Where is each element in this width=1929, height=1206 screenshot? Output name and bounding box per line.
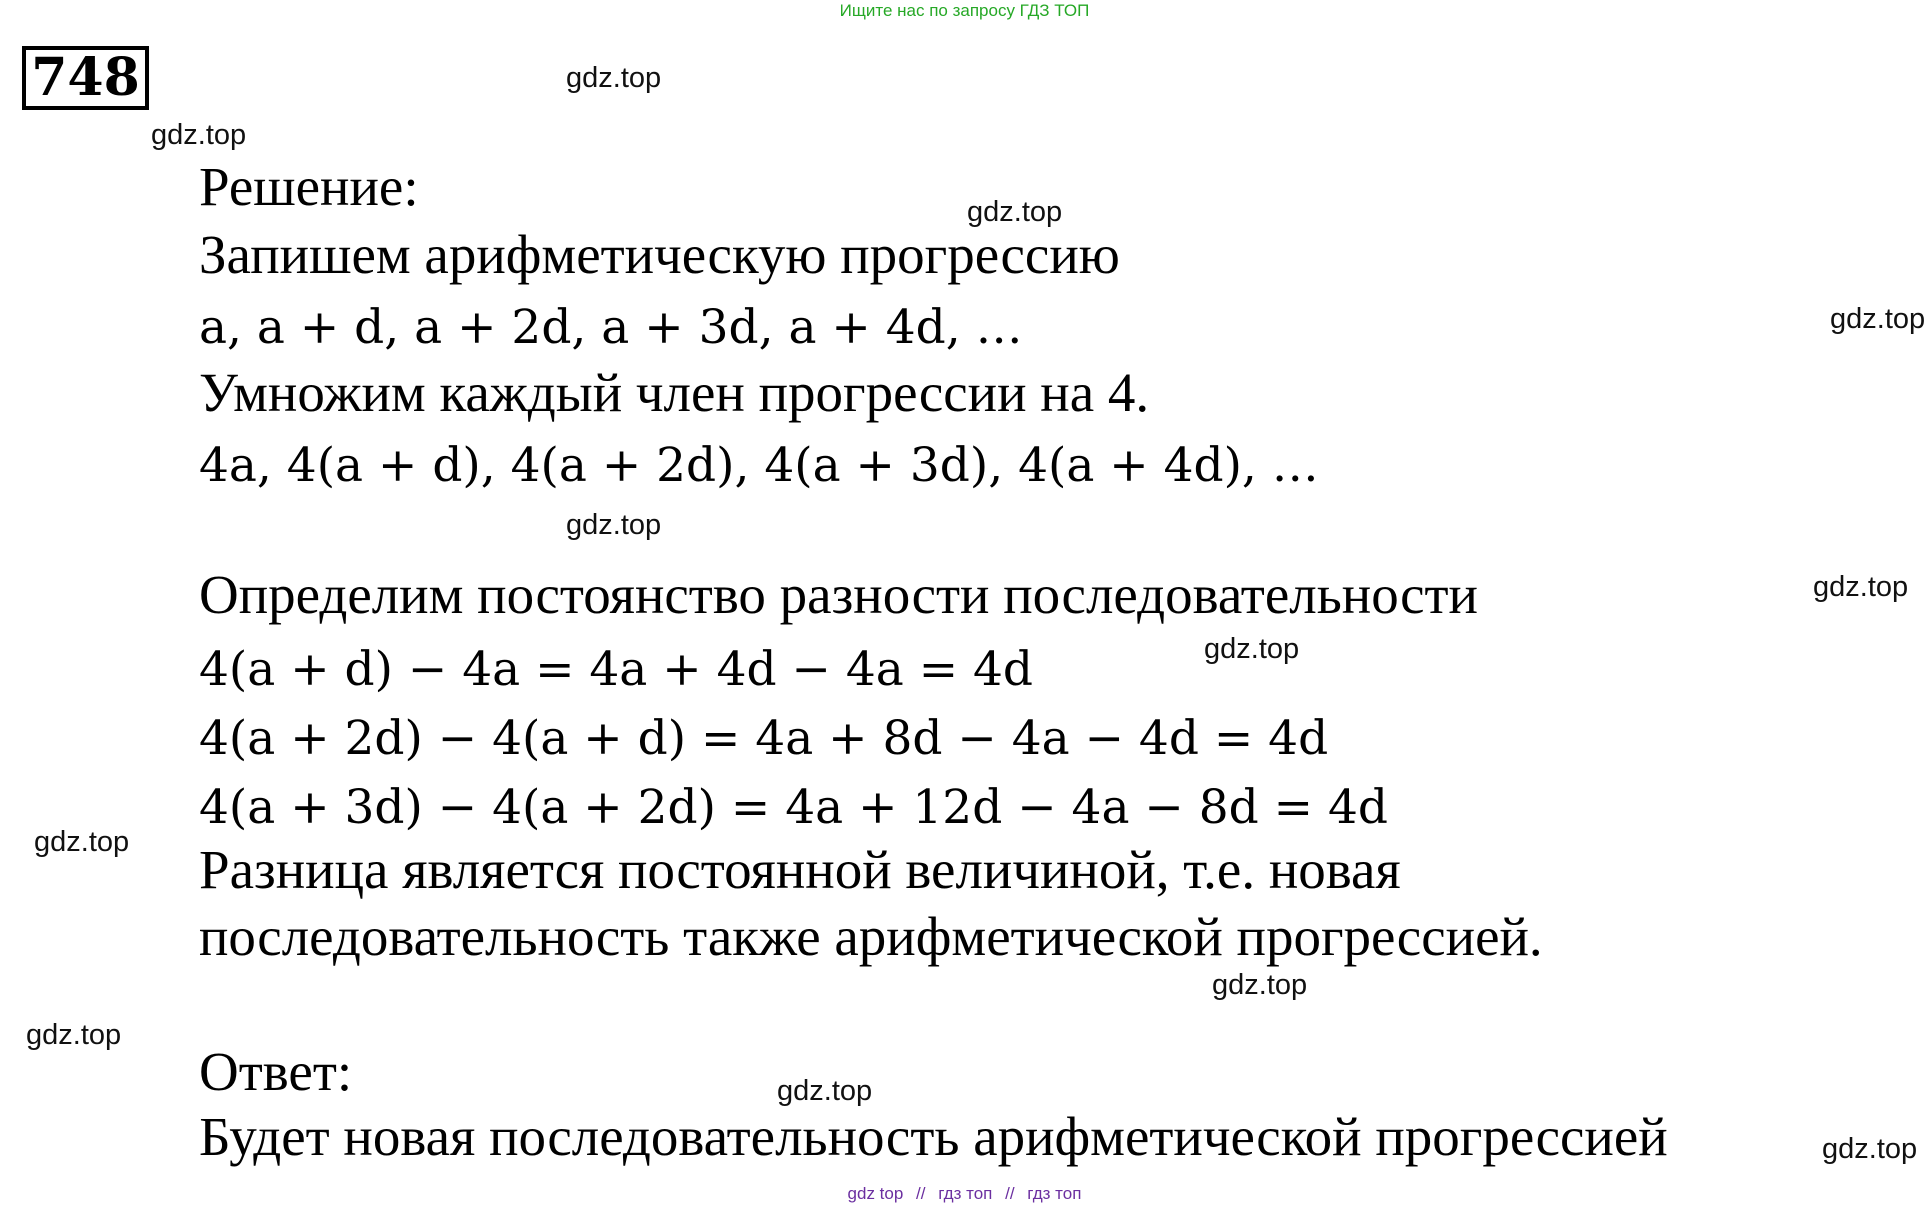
- footer-link[interactable]: гдз топ: [938, 1184, 993, 1203]
- watermark: gdz.top: [151, 119, 247, 151]
- top-banner: Ищите нас по запросу ГДЗ ТОП: [839, 1, 1090, 20]
- watermark: gdz.top: [26, 1019, 122, 1051]
- watermark: gdz.top: [566, 509, 662, 541]
- watermark: gdz.top: [1830, 303, 1926, 335]
- text-line-determine-difference: Определим постоянство разности последовательности: [199, 564, 1478, 625]
- math-line-difference-1: 4(a + d) − 4a = 4a + 4d − 4a = 4d: [199, 642, 1033, 697]
- watermark: gdz.top: [777, 1075, 873, 1107]
- watermark: gdz.top: [34, 826, 130, 858]
- watermark: gdz.top: [967, 196, 1063, 228]
- footer-separator: //: [1005, 1184, 1015, 1203]
- footer-separator: //: [916, 1184, 926, 1203]
- math-line-progression: a, a + d, a + 2d, a + 3d, a + 4d, …: [199, 300, 1023, 355]
- footer-links: [0, 1184, 1929, 1204]
- watermark: gdz.top: [1813, 571, 1909, 603]
- math-line-difference-2: 4(a + 2d) − 4(a + d) = 4a + 8d − 4a − 4d = 4d: [199, 711, 1329, 766]
- problem-number-box: 748: [22, 46, 149, 110]
- watermark: gdz.top: [566, 62, 662, 94]
- text-line-write-progression: Запишем арифметическую прогрессию: [199, 224, 1120, 285]
- watermark: gdz.top: [1212, 969, 1308, 1001]
- watermark: gdz.top: [1822, 1133, 1918, 1165]
- watermark: gdz.top: [1204, 633, 1300, 665]
- text-line-conclusion-1: Разница является постоянной величиной, т.е. новая: [199, 839, 1401, 900]
- solution-heading: Решение:: [199, 156, 419, 217]
- footer-link[interactable]: gdz top: [847, 1184, 904, 1203]
- answer-text: Будет новая последовательность арифметической прогрессией: [199, 1106, 1668, 1167]
- answer-heading: Ответ:: [199, 1041, 353, 1102]
- footer-link[interactable]: гдз топ: [1027, 1184, 1082, 1203]
- math-line-difference-3: 4(a + 3d) − 4(a + 2d) = 4a + 12d − 4a − 8d = 4d: [199, 780, 1388, 835]
- math-line-multiplied-progression: 4a, 4(a + d), 4(a + 2d), 4(a + 3d), 4(a + 4d), …: [199, 438, 1319, 493]
- text-line-conclusion-2: последовательность также арифметической прогрессией.: [199, 906, 1543, 967]
- text-line-multiply: Умножим каждый член прогрессии на 4.: [199, 362, 1150, 423]
